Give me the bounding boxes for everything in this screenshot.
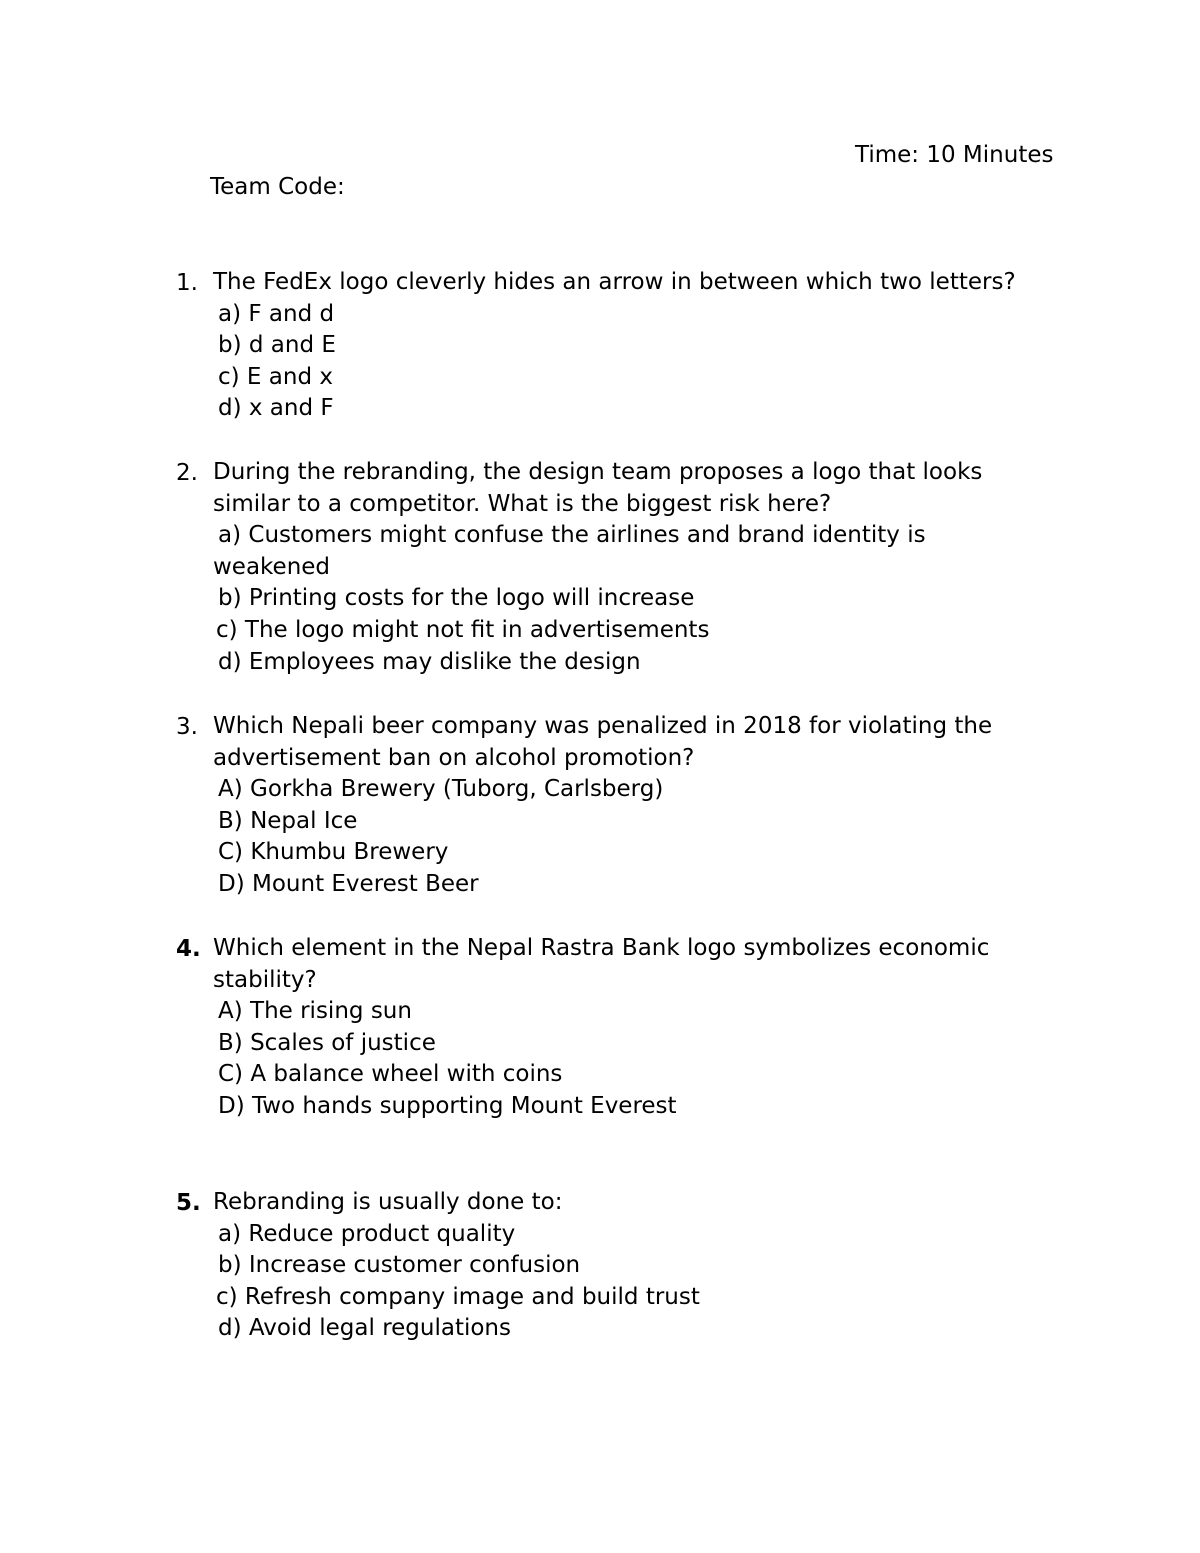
answer-option: A) Gorkha Brewery (Tuborg, Carlsberg) [218,776,664,803]
answer-option: a) F and d [218,300,335,327]
answer-option: D) Two hands supporting Mount Everest [218,1092,677,1119]
answer-option: a) Customers might confuse the airlines and brand identity is weakened [213,522,926,580]
question-5 [176,1187,1056,1345]
answer-option: b) Increase customer confusion [218,1252,581,1279]
answer-option: d) Avoid legal regulations [218,1315,511,1342]
answer-option: B) Nepal Ice [218,807,358,834]
question-text-line: During the rebranding, the design team proposes a logo that looks [213,459,983,485]
answer-option: d) Employees may dislike the design [218,648,641,675]
answer-option: c) E and x [218,363,333,390]
answer-option: a) Reduce product quality [218,1220,516,1247]
answer-option: D) Mount Everest Beer [218,870,479,897]
question-number: 1. [176,270,198,296]
answer-option: b) d and E [218,332,336,359]
question-number: 3. [176,714,198,740]
answer-option: C) A balance wheel with coins [218,1061,563,1088]
question-1 [176,267,1056,425]
answer-option: c) The logo might not fit in advertisements [216,616,710,643]
answer-option: B) Scales of justice [218,1029,436,1056]
question-text-line: Which Nepali beer company was penalized in 2018 for violating the [213,713,993,739]
question-text-line: advertisement ban on alcohol promotion? [213,744,695,771]
question-3 [176,711,1056,901]
question-text-line: Which element in the Nepal Rastra Bank logo symbolizes economic [213,935,990,961]
question-text-line: stability? [213,966,317,993]
answer-option: C) Khumbu Brewery [218,839,449,866]
answer-option: A) The rising sun [218,998,412,1025]
answer-option: c) Refresh company image and build trust [216,1283,700,1310]
question-4 [176,933,1056,1123]
question-text-line: similar to a competitor. What is the biggest risk here? [213,490,832,517]
question-2 [176,457,1056,678]
question-number: 5. [176,1190,201,1216]
question-number: 4. [176,936,201,962]
question-text: Rebranding is usually done to: [213,1189,563,1215]
question-number: 2. [176,460,198,486]
team-code-label: Team Code: [210,174,345,200]
answer-option: d) x and F [218,395,334,422]
question-text: The FedEx logo cleverly hides an arrow in between which two letters? [213,269,1016,295]
time-limit: Time: 10 Minutes [855,142,1054,168]
answer-option: b) Printing costs for the logo will increase [218,585,695,612]
